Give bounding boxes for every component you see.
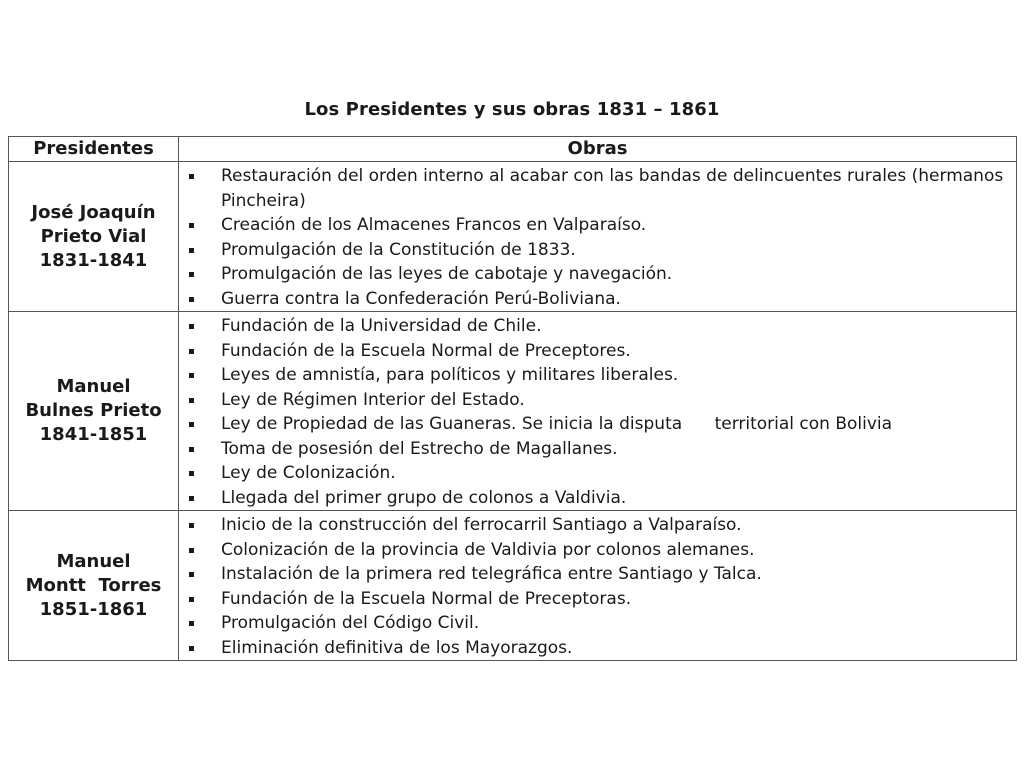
bullet-icon <box>189 548 194 553</box>
bullet-icon <box>189 248 194 253</box>
list-item: Ley de Colonización. <box>179 461 1016 486</box>
list-item: Fundación de la Escuela Normal de Preceptoras. <box>179 587 1016 612</box>
president-years: 1831-1841 <box>39 249 148 271</box>
president-name: Montt Torres <box>25 574 162 596</box>
president-cell <box>9 511 179 661</box>
list-item: Fundación de la Escuela Normal de Preceptores. <box>179 339 1016 364</box>
works-cell <box>179 162 1017 312</box>
header-works: Obras <box>179 137 1017 162</box>
header-row <box>9 137 1017 162</box>
works-cell <box>179 511 1017 661</box>
header-presidents: Presidentes <box>9 137 179 162</box>
bullet-icon <box>189 471 194 476</box>
bullet-icon <box>189 621 194 626</box>
list-item: Toma de posesión del Estrecho de Magallanes. <box>179 437 1016 462</box>
bullet-icon <box>189 373 194 378</box>
list-item: Promulgación del Código Civil. <box>179 611 1016 636</box>
president-years: 1841-1851 <box>39 424 148 445</box>
bullet-icon <box>189 272 194 277</box>
president-years: 1851-1861 <box>39 598 148 620</box>
list-item: Promulgación de la Constitución de 1833. <box>179 238 1016 263</box>
bullet-icon <box>189 597 194 602</box>
list-item: Creación de los Almacenes Francos en Valparaíso. <box>179 213 1016 238</box>
works-cell <box>179 312 1017 511</box>
bullet-icon <box>189 447 194 452</box>
president-name: Manuel <box>56 376 131 397</box>
bullet-icon <box>189 572 194 577</box>
president-cell <box>9 162 179 312</box>
president-name: Prieto Vial <box>40 225 147 247</box>
bullet-icon <box>189 223 194 228</box>
page-title: Los Presidentes y sus obras 1831 – 1861 <box>304 99 720 120</box>
list-item: Colonización de la provincia de Valdivia por colonos alemanes. <box>179 538 1016 563</box>
list-item: Llegada del primer grupo de colonos a Valdivia. <box>179 486 1016 511</box>
table-row <box>9 312 1017 511</box>
bullet-icon <box>189 646 194 651</box>
works-list <box>179 511 1016 660</box>
bullet-icon <box>189 523 194 528</box>
list-item: Guerra contra la Confederación Perú-Boliviana. <box>179 287 1016 312</box>
list-item: Eliminación definitiva de los Mayorazgos. <box>179 636 1016 661</box>
list-item: Ley de Régimen Interior del Estado. <box>179 388 1016 413</box>
list-item: Instalación de la primera red telegráfica entre Santiago y Talca. <box>179 562 1016 587</box>
bullet-icon <box>189 297 194 302</box>
list-item: Ley de Propiedad de las Guaneras. Se inicia la disputa territorial con Bolivia <box>179 412 1016 437</box>
bullet-icon <box>189 496 194 501</box>
bullet-icon <box>189 349 194 354</box>
president-name: Manuel <box>56 550 131 572</box>
list-item: Restauración del orden interno al acabar con las bandas de delincuentes rurales (hermanos Pincheira) <box>179 164 1016 213</box>
table-row <box>9 162 1017 312</box>
president-name: Bulnes Prieto <box>25 400 162 421</box>
list-item: Promulgación de las leyes de cabotaje y navegación. <box>179 262 1016 287</box>
bullet-icon <box>189 422 194 427</box>
bullet-icon <box>189 174 194 179</box>
list-item: Inicio de la construcción del ferrocarril Santiago a Valparaíso. <box>179 513 1016 538</box>
presidents-works-table <box>8 136 1017 661</box>
works-list <box>179 312 1016 510</box>
table-row <box>9 511 1017 661</box>
list-item: Leyes de amnistía, para políticos y militares liberales. <box>179 363 1016 388</box>
bullet-icon <box>189 324 194 329</box>
president-name: José Joaquín <box>31 201 156 223</box>
list-item: Fundación de la Universidad de Chile. <box>179 314 1016 339</box>
president-cell <box>9 312 179 511</box>
works-list <box>179 162 1016 311</box>
bullet-icon <box>189 398 194 403</box>
